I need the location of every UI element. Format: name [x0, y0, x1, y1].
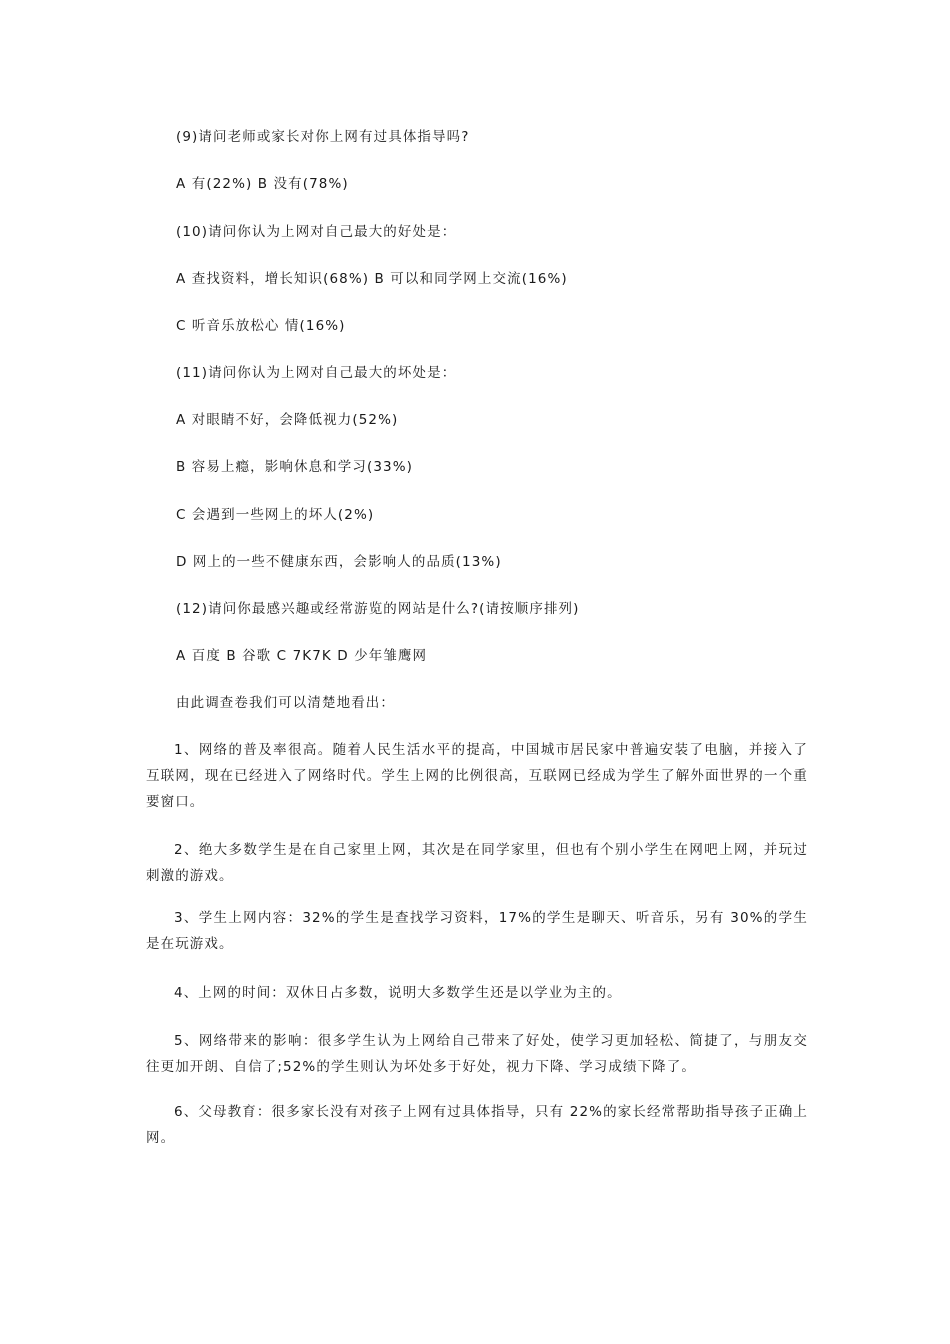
conclusion-intro: 由此调查卷我们可以清楚地看出： [176, 695, 395, 711]
question-10: (10)请问你认为上网对自己最大的好处是： [176, 224, 457, 240]
question-11-option-b: B 容易上瘾，影响休息和学习(33%) [176, 459, 413, 475]
conclusion-paragraph-4: 4、上网的时间：双休日占多数，说明大多数学生还是以学业为主的。 [174, 985, 622, 1001]
question-12: (12)请问你最感兴趣或经常游览的网站是什么?(请按顺序排列) [176, 601, 580, 617]
question-11-option-d: D 网上的一些不健康东西，会影响人的品质(13%) [176, 554, 502, 570]
conclusion-paragraph-1: 1、网络的普及率很高。随着人民生活水平的提高，中国城市居民家中普遍安装了电脑，并接入了互联网，现在已经进入了网络时代。学生上网的比例很高，互联网已经成为学生了解外面世界的一个重要窗口。 [146, 742, 808, 810]
conclusion-paragraph-3: 3、学生上网内容：32%的学生是查找学习资料，17%的学生是聊天、听音乐，另有 30%的学生是在玩游戏。 [146, 910, 808, 952]
conclusion-paragraph-2: 2、绝大多数学生是在自己家里上网，其次是在同学家里，但也有个别小学生在网吧上网，并玩过刺激的游戏。 [146, 842, 808, 884]
conclusion-paragraph-5: 5、网络带来的影响：很多学生认为上网给自己带来了好处，使学习更加轻松、简捷了，与朋友交往更加开朗、自信了;52%的学生则认为坏处多于好处，视力下降、学习成绩下降了。 [146, 1033, 808, 1075]
conclusion-paragraph-6: 6、父母教育：很多家长没有对孩子上网有过具体指导，只有 22%的家长经常帮助指导孩子正确上网。 [146, 1104, 808, 1146]
question-11-option-a: A 对眼睛不好，会降低视力(52%) [176, 412, 399, 428]
question-10-option-a-b: A 查找资料，增长知识(68%) B 可以和同学网上交流(16%) [176, 271, 568, 287]
question-9-answers: A 有(22%) B 没有(78%) [176, 176, 349, 192]
question-11: (11)请问你认为上网对自己最大的坏处是： [176, 365, 457, 381]
question-12-answers: A 百度 B 谷歌 C 7K7K D 少年雏鹰网 [176, 648, 428, 664]
question-10-option-c: C 听音乐放松心 情(16%) [176, 318, 346, 334]
question-9: (9)请问老师或家长对你上网有过具体指导吗? [176, 129, 470, 145]
question-11-option-c: C 会遇到一些网上的坏人(2%) [176, 507, 375, 523]
